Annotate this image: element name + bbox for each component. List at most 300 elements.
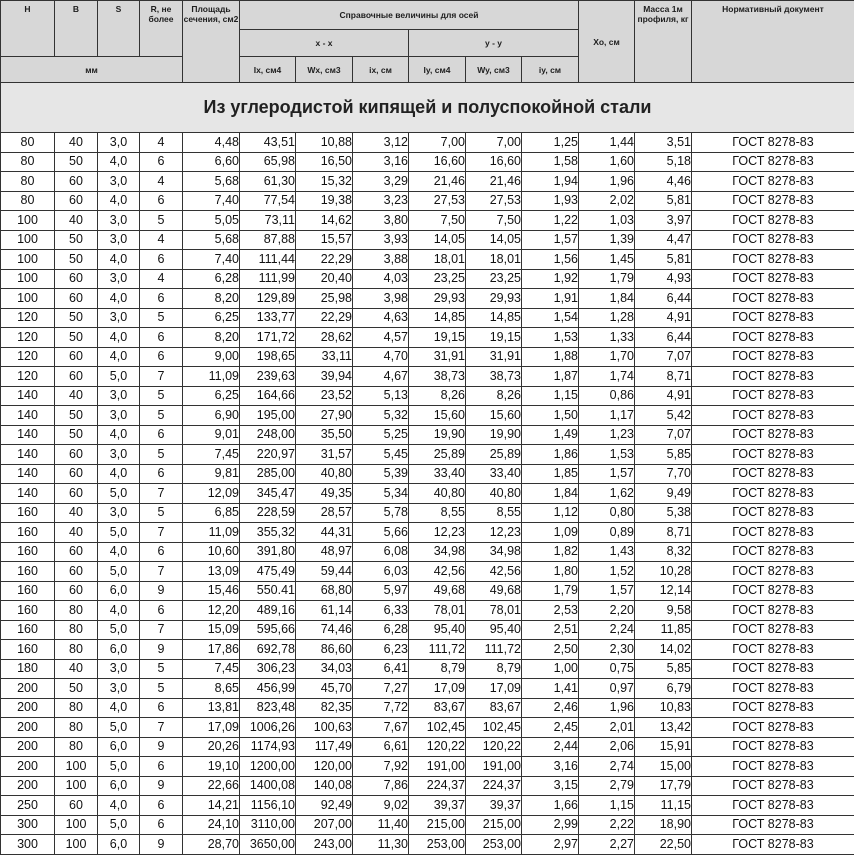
cell-s: 5,0 bbox=[98, 815, 140, 835]
cell-mass: 10,83 bbox=[635, 698, 692, 718]
cell-iy-radius: 1,15 bbox=[522, 386, 579, 406]
cell-doc: ГОСТ 8278-83 bbox=[692, 425, 854, 445]
cell-x0: 0,75 bbox=[579, 659, 635, 679]
cell-area: 4,48 bbox=[183, 133, 240, 153]
cell-iy-moment: 39,37 bbox=[409, 796, 466, 816]
cell-iy-radius: 3,15 bbox=[522, 776, 579, 796]
cell-wx: 22,29 bbox=[296, 250, 353, 270]
cell-h: 140 bbox=[1, 406, 55, 426]
cell-h: 160 bbox=[1, 523, 55, 543]
cell-ix-radius: 5,13 bbox=[353, 386, 409, 406]
cell-wx: 49,35 bbox=[296, 484, 353, 504]
cell-ix-radius: 7,67 bbox=[353, 718, 409, 738]
cell-b: 100 bbox=[55, 757, 98, 777]
cell-wy: 34,98 bbox=[466, 542, 522, 562]
cell-x0: 1,96 bbox=[579, 172, 635, 192]
cell-r: 7 bbox=[140, 367, 183, 387]
header-wy: Wy, см3 bbox=[466, 57, 522, 83]
cell-x0: 2,01 bbox=[579, 718, 635, 738]
header-axis-y: y - y bbox=[409, 30, 579, 57]
cell-area: 17,09 bbox=[183, 718, 240, 738]
cell-area: 9,01 bbox=[183, 425, 240, 445]
table-row bbox=[1, 523, 854, 543]
cell-ix-radius: 3,80 bbox=[353, 211, 409, 231]
cell-iy-moment: 29,93 bbox=[409, 289, 466, 309]
cell-ix-moment: 355,32 bbox=[240, 523, 296, 543]
cell-h: 160 bbox=[1, 542, 55, 562]
cell-s: 4,0 bbox=[98, 601, 140, 621]
cell-iy-moment: 49,68 bbox=[409, 581, 466, 601]
cell-ix-radius: 5,97 bbox=[353, 581, 409, 601]
cell-area: 11,09 bbox=[183, 523, 240, 543]
cell-area: 8,20 bbox=[183, 289, 240, 309]
cell-r: 5 bbox=[140, 659, 183, 679]
cell-x0: 1,70 bbox=[579, 347, 635, 367]
table-row bbox=[1, 191, 854, 211]
cell-wy: 19,90 bbox=[466, 425, 522, 445]
cell-ix-moment: 285,00 bbox=[240, 464, 296, 484]
cell-wx: 207,00 bbox=[296, 815, 353, 835]
table-row bbox=[1, 152, 854, 172]
cell-iy-moment: 15,60 bbox=[409, 406, 466, 426]
cell-area: 7,40 bbox=[183, 191, 240, 211]
cell-wx: 20,40 bbox=[296, 269, 353, 289]
table-row bbox=[1, 328, 854, 348]
cell-x0: 2,02 bbox=[579, 191, 635, 211]
cell-ix-radius: 5,34 bbox=[353, 484, 409, 504]
cell-h: 300 bbox=[1, 835, 55, 855]
cell-s: 5,0 bbox=[98, 367, 140, 387]
cell-mass: 7,70 bbox=[635, 464, 692, 484]
cell-x0: 1,57 bbox=[579, 464, 635, 484]
cell-wx: 40,80 bbox=[296, 464, 353, 484]
cell-iy-moment: 12,23 bbox=[409, 523, 466, 543]
cell-wx: 15,32 bbox=[296, 172, 353, 192]
cell-r: 5 bbox=[140, 406, 183, 426]
table-row bbox=[1, 172, 854, 192]
cell-x0: 0,89 bbox=[579, 523, 635, 543]
cell-doc: ГОСТ 8278-83 bbox=[692, 718, 854, 738]
cell-iy-moment: 120,22 bbox=[409, 737, 466, 757]
cell-h: 200 bbox=[1, 737, 55, 757]
cell-doc: ГОСТ 8278-83 bbox=[692, 581, 854, 601]
cell-wy: 19,15 bbox=[466, 328, 522, 348]
cell-iy-radius: 1,54 bbox=[522, 308, 579, 328]
table-row bbox=[1, 367, 854, 387]
cell-doc: ГОСТ 8278-83 bbox=[692, 386, 854, 406]
cell-iy-radius: 1,22 bbox=[522, 211, 579, 231]
cell-doc: ГОСТ 8278-83 bbox=[692, 601, 854, 621]
cell-b: 60 bbox=[55, 172, 98, 192]
cell-area: 7,45 bbox=[183, 659, 240, 679]
cell-wy: 38,73 bbox=[466, 367, 522, 387]
cell-h: 200 bbox=[1, 757, 55, 777]
cell-x0: 1,43 bbox=[579, 542, 635, 562]
cell-ix-moment: 823,48 bbox=[240, 698, 296, 718]
cell-r: 5 bbox=[140, 308, 183, 328]
cell-area: 12,09 bbox=[183, 484, 240, 504]
cell-doc: ГОСТ 8278-83 bbox=[692, 464, 854, 484]
cell-ix-moment: 391,80 bbox=[240, 542, 296, 562]
cell-ix-radius: 4,63 bbox=[353, 308, 409, 328]
cell-iy-radius: 1,00 bbox=[522, 659, 579, 679]
header-doc: Нормативный документ bbox=[692, 1, 854, 83]
cell-doc: ГОСТ 8278-83 bbox=[692, 562, 854, 582]
cell-ix-radius: 6,03 bbox=[353, 562, 409, 582]
cell-b: 60 bbox=[55, 347, 98, 367]
cell-h: 160 bbox=[1, 562, 55, 582]
cell-b: 100 bbox=[55, 815, 98, 835]
cell-b: 60 bbox=[55, 796, 98, 816]
cell-b: 40 bbox=[55, 133, 98, 153]
cell-mass: 4,47 bbox=[635, 230, 692, 250]
cell-mass: 6,44 bbox=[635, 289, 692, 309]
cell-iy-moment: 8,55 bbox=[409, 503, 466, 523]
cell-h: 160 bbox=[1, 503, 55, 523]
cell-h: 120 bbox=[1, 347, 55, 367]
cell-r: 7 bbox=[140, 523, 183, 543]
header-ix-moment: Ix, см4 bbox=[240, 57, 296, 83]
cell-doc: ГОСТ 8278-83 bbox=[692, 133, 854, 153]
cell-r: 5 bbox=[140, 503, 183, 523]
cell-b: 60 bbox=[55, 581, 98, 601]
cell-x0: 2,79 bbox=[579, 776, 635, 796]
cell-ix-moment: 456,99 bbox=[240, 679, 296, 699]
cell-b: 60 bbox=[55, 367, 98, 387]
cell-iy-moment: 31,91 bbox=[409, 347, 466, 367]
cell-x0: 1,60 bbox=[579, 152, 635, 172]
cell-r: 7 bbox=[140, 484, 183, 504]
cell-area: 6,60 bbox=[183, 152, 240, 172]
cell-area: 8,65 bbox=[183, 679, 240, 699]
cell-wy: 102,45 bbox=[466, 718, 522, 738]
table-row bbox=[1, 425, 854, 445]
cell-h: 80 bbox=[1, 133, 55, 153]
cell-iy-radius: 1,53 bbox=[522, 328, 579, 348]
header-iy-radius: iy, см bbox=[522, 57, 579, 83]
cell-ix-moment: 43,51 bbox=[240, 133, 296, 153]
cell-iy-moment: 14,05 bbox=[409, 230, 466, 250]
cell-iy-radius: 2,99 bbox=[522, 815, 579, 835]
cell-wx: 92,49 bbox=[296, 796, 353, 816]
cell-iy-moment: 27,53 bbox=[409, 191, 466, 211]
cell-x0: 2,27 bbox=[579, 835, 635, 855]
cell-r: 4 bbox=[140, 172, 183, 192]
cell-mass: 18,90 bbox=[635, 815, 692, 835]
cell-r: 6 bbox=[140, 601, 183, 621]
cell-h: 80 bbox=[1, 191, 55, 211]
cell-doc: ГОСТ 8278-83 bbox=[692, 679, 854, 699]
cell-ix-moment: 248,00 bbox=[240, 425, 296, 445]
cell-mass: 5,38 bbox=[635, 503, 692, 523]
cell-b: 100 bbox=[55, 776, 98, 796]
cell-ix-radius: 4,03 bbox=[353, 269, 409, 289]
cell-iy-moment: 102,45 bbox=[409, 718, 466, 738]
cell-ix-radius: 7,92 bbox=[353, 757, 409, 777]
cell-iy-moment: 95,40 bbox=[409, 620, 466, 640]
cell-x0: 1,03 bbox=[579, 211, 635, 231]
cell-iy-radius: 1,25 bbox=[522, 133, 579, 153]
cell-x0: 1,44 bbox=[579, 133, 635, 153]
cell-h: 160 bbox=[1, 581, 55, 601]
cell-b: 50 bbox=[55, 230, 98, 250]
cell-wx: 100,63 bbox=[296, 718, 353, 738]
cell-ix-moment: 1006,26 bbox=[240, 718, 296, 738]
cell-s: 5,0 bbox=[98, 562, 140, 582]
cell-iy-moment: 191,00 bbox=[409, 757, 466, 777]
cell-area: 6,85 bbox=[183, 503, 240, 523]
cell-b: 80 bbox=[55, 698, 98, 718]
table-row bbox=[1, 445, 854, 465]
cell-ix-moment: 1400,08 bbox=[240, 776, 296, 796]
table-row bbox=[1, 406, 854, 426]
cell-iy-moment: 14,85 bbox=[409, 308, 466, 328]
cell-b: 60 bbox=[55, 191, 98, 211]
cell-area: 7,40 bbox=[183, 250, 240, 270]
cell-s: 3,0 bbox=[98, 211, 140, 231]
cell-ix-moment: 65,98 bbox=[240, 152, 296, 172]
cell-s: 3,0 bbox=[98, 659, 140, 679]
cell-r: 6 bbox=[140, 425, 183, 445]
cell-doc: ГОСТ 8278-83 bbox=[692, 172, 854, 192]
cell-iy-radius: 1,57 bbox=[522, 230, 579, 250]
cell-mass: 5,18 bbox=[635, 152, 692, 172]
cell-iy-radius: 1,92 bbox=[522, 269, 579, 289]
cell-iy-radius: 1,87 bbox=[522, 367, 579, 387]
cell-ix-moment: 1200,00 bbox=[240, 757, 296, 777]
table-row bbox=[1, 796, 854, 816]
cell-ix-radius: 9,02 bbox=[353, 796, 409, 816]
cell-area: 8,20 bbox=[183, 328, 240, 348]
cell-b: 40 bbox=[55, 659, 98, 679]
cell-x0: 1,39 bbox=[579, 230, 635, 250]
cell-iy-radius: 1,58 bbox=[522, 152, 579, 172]
cell-ix-moment: 595,66 bbox=[240, 620, 296, 640]
cell-x0: 1,96 bbox=[579, 698, 635, 718]
cell-x0: 1,33 bbox=[579, 328, 635, 348]
cell-wx: 61,14 bbox=[296, 601, 353, 621]
cell-h: 140 bbox=[1, 386, 55, 406]
cell-iy-moment: 19,15 bbox=[409, 328, 466, 348]
cell-r: 5 bbox=[140, 445, 183, 465]
cell-area: 28,70 bbox=[183, 835, 240, 855]
cell-ix-moment: 195,00 bbox=[240, 406, 296, 426]
header-wx: Wx, см3 bbox=[296, 57, 353, 83]
cell-r: 5 bbox=[140, 386, 183, 406]
cell-iy-moment: 83,67 bbox=[409, 698, 466, 718]
table-row bbox=[1, 718, 854, 738]
cell-ix-moment: 489,16 bbox=[240, 601, 296, 621]
cell-s: 3,0 bbox=[98, 445, 140, 465]
cell-h: 140 bbox=[1, 445, 55, 465]
cell-r: 6 bbox=[140, 464, 183, 484]
cell-r: 6 bbox=[140, 152, 183, 172]
cell-r: 7 bbox=[140, 562, 183, 582]
cell-wx: 243,00 bbox=[296, 835, 353, 855]
cell-b: 60 bbox=[55, 562, 98, 582]
cell-b: 60 bbox=[55, 289, 98, 309]
cell-wx: 23,52 bbox=[296, 386, 353, 406]
table-header bbox=[1, 1, 854, 83]
cell-wy: 8,55 bbox=[466, 503, 522, 523]
cell-wy: 14,85 bbox=[466, 308, 522, 328]
cell-r: 4 bbox=[140, 230, 183, 250]
cell-mass: 4,93 bbox=[635, 269, 692, 289]
cell-wx: 39,94 bbox=[296, 367, 353, 387]
cell-s: 4,0 bbox=[98, 347, 140, 367]
table-row bbox=[1, 620, 854, 640]
cell-area: 6,90 bbox=[183, 406, 240, 426]
cell-iy-radius: 2,97 bbox=[522, 835, 579, 855]
cell-ix-radius: 3,29 bbox=[353, 172, 409, 192]
cell-r: 6 bbox=[140, 328, 183, 348]
cell-r: 6 bbox=[140, 347, 183, 367]
cell-h: 100 bbox=[1, 250, 55, 270]
cell-s: 6,0 bbox=[98, 737, 140, 757]
cell-r: 9 bbox=[140, 640, 183, 660]
cell-wx: 22,29 bbox=[296, 308, 353, 328]
cell-ix-radius: 7,27 bbox=[353, 679, 409, 699]
cell-iy-moment: 8,79 bbox=[409, 659, 466, 679]
cell-ix-radius: 5,25 bbox=[353, 425, 409, 445]
table-row bbox=[1, 386, 854, 406]
cell-b: 50 bbox=[55, 250, 98, 270]
cell-h: 80 bbox=[1, 172, 55, 192]
table-row bbox=[1, 269, 854, 289]
cell-ix-moment: 475,49 bbox=[240, 562, 296, 582]
cell-mass: 3,51 bbox=[635, 133, 692, 153]
table-row bbox=[1, 542, 854, 562]
cell-h: 120 bbox=[1, 367, 55, 387]
cell-b: 50 bbox=[55, 152, 98, 172]
cell-s: 5,0 bbox=[98, 718, 140, 738]
cell-h: 120 bbox=[1, 308, 55, 328]
header-x0: Xo, см bbox=[579, 1, 635, 83]
cell-r: 6 bbox=[140, 289, 183, 309]
cell-area: 6,28 bbox=[183, 269, 240, 289]
cell-wy: 7,00 bbox=[466, 133, 522, 153]
cell-iy-moment: 253,00 bbox=[409, 835, 466, 855]
cell-doc: ГОСТ 8278-83 bbox=[692, 328, 854, 348]
cell-s: 3,0 bbox=[98, 230, 140, 250]
cell-x0: 0,97 bbox=[579, 679, 635, 699]
cell-r: 7 bbox=[140, 718, 183, 738]
cell-mass: 4,46 bbox=[635, 172, 692, 192]
cell-area: 22,66 bbox=[183, 776, 240, 796]
cell-ix-moment: 3650,00 bbox=[240, 835, 296, 855]
cell-iy-radius: 1,41 bbox=[522, 679, 579, 699]
cell-iy-radius: 1,86 bbox=[522, 445, 579, 465]
cell-area: 6,25 bbox=[183, 308, 240, 328]
cell-wy: 14,05 bbox=[466, 230, 522, 250]
cell-mass: 7,07 bbox=[635, 347, 692, 367]
table-row bbox=[1, 133, 854, 153]
cell-doc: ГОСТ 8278-83 bbox=[692, 620, 854, 640]
cell-ix-radius: 6,23 bbox=[353, 640, 409, 660]
cell-mass: 3,97 bbox=[635, 211, 692, 231]
table-row bbox=[1, 250, 854, 270]
cell-area: 19,10 bbox=[183, 757, 240, 777]
cell-wy: 21,46 bbox=[466, 172, 522, 192]
cell-iy-moment: 17,09 bbox=[409, 679, 466, 699]
cell-doc: ГОСТ 8278-83 bbox=[692, 776, 854, 796]
cell-b: 50 bbox=[55, 425, 98, 445]
cell-area: 24,10 bbox=[183, 815, 240, 835]
cell-h: 140 bbox=[1, 484, 55, 504]
cell-doc: ГОСТ 8278-83 bbox=[692, 815, 854, 835]
cell-iy-radius: 1,93 bbox=[522, 191, 579, 211]
cell-ix-moment: 228,59 bbox=[240, 503, 296, 523]
cell-ix-moment: 1174,93 bbox=[240, 737, 296, 757]
cell-ix-radius: 5,45 bbox=[353, 445, 409, 465]
cell-s: 4,0 bbox=[98, 152, 140, 172]
cell-b: 60 bbox=[55, 484, 98, 504]
cell-iy-moment: 23,25 bbox=[409, 269, 466, 289]
cell-iy-moment: 215,00 bbox=[409, 815, 466, 835]
cell-iy-radius: 2,44 bbox=[522, 737, 579, 757]
header-h: H bbox=[1, 1, 55, 57]
cell-mass: 11,85 bbox=[635, 620, 692, 640]
cell-ix-moment: 345,47 bbox=[240, 484, 296, 504]
cell-h: 140 bbox=[1, 425, 55, 445]
cell-ix-radius: 7,72 bbox=[353, 698, 409, 718]
cell-wx: 10,88 bbox=[296, 133, 353, 153]
cell-b: 40 bbox=[55, 523, 98, 543]
cell-doc: ГОСТ 8278-83 bbox=[692, 230, 854, 250]
cell-x0: 1,23 bbox=[579, 425, 635, 445]
cell-ix-moment: 171,72 bbox=[240, 328, 296, 348]
cell-area: 15,46 bbox=[183, 581, 240, 601]
cell-wx: 28,62 bbox=[296, 328, 353, 348]
cell-wy: 18,01 bbox=[466, 250, 522, 270]
table-row bbox=[1, 581, 854, 601]
cell-mass: 13,42 bbox=[635, 718, 692, 738]
cell-wy: 39,37 bbox=[466, 796, 522, 816]
cell-area: 13,09 bbox=[183, 562, 240, 582]
cell-s: 4,0 bbox=[98, 191, 140, 211]
cell-ix-radius: 5,66 bbox=[353, 523, 409, 543]
cell-iy-radius: 1,66 bbox=[522, 796, 579, 816]
cell-doc: ГОСТ 8278-83 bbox=[692, 542, 854, 562]
cell-wy: 83,67 bbox=[466, 698, 522, 718]
cell-ix-moment: 198,65 bbox=[240, 347, 296, 367]
cell-ix-radius: 6,28 bbox=[353, 620, 409, 640]
cell-iy-radius: 1,50 bbox=[522, 406, 579, 426]
cell-b: 80 bbox=[55, 640, 98, 660]
cell-wy: 40,80 bbox=[466, 484, 522, 504]
header-mass: Масса 1м профиля, кг bbox=[635, 1, 692, 83]
cell-wy: 17,09 bbox=[466, 679, 522, 699]
cell-h: 250 bbox=[1, 796, 55, 816]
cell-r: 6 bbox=[140, 757, 183, 777]
cell-wy: 120,22 bbox=[466, 737, 522, 757]
header-reference-values: Справочные величины для осей bbox=[240, 1, 579, 30]
cell-doc: ГОСТ 8278-83 bbox=[692, 211, 854, 231]
cell-r: 5 bbox=[140, 211, 183, 231]
cell-doc: ГОСТ 8278-83 bbox=[692, 308, 854, 328]
cell-r: 6 bbox=[140, 698, 183, 718]
cell-iy-moment: 7,50 bbox=[409, 211, 466, 231]
cell-wy: 16,60 bbox=[466, 152, 522, 172]
table-row bbox=[1, 562, 854, 582]
cell-iy-moment: 78,01 bbox=[409, 601, 466, 621]
table-row bbox=[1, 503, 854, 523]
cell-r: 9 bbox=[140, 776, 183, 796]
cell-h: 180 bbox=[1, 659, 55, 679]
cell-r: 4 bbox=[140, 133, 183, 153]
cell-h: 160 bbox=[1, 640, 55, 660]
cell-mass: 11,15 bbox=[635, 796, 692, 816]
